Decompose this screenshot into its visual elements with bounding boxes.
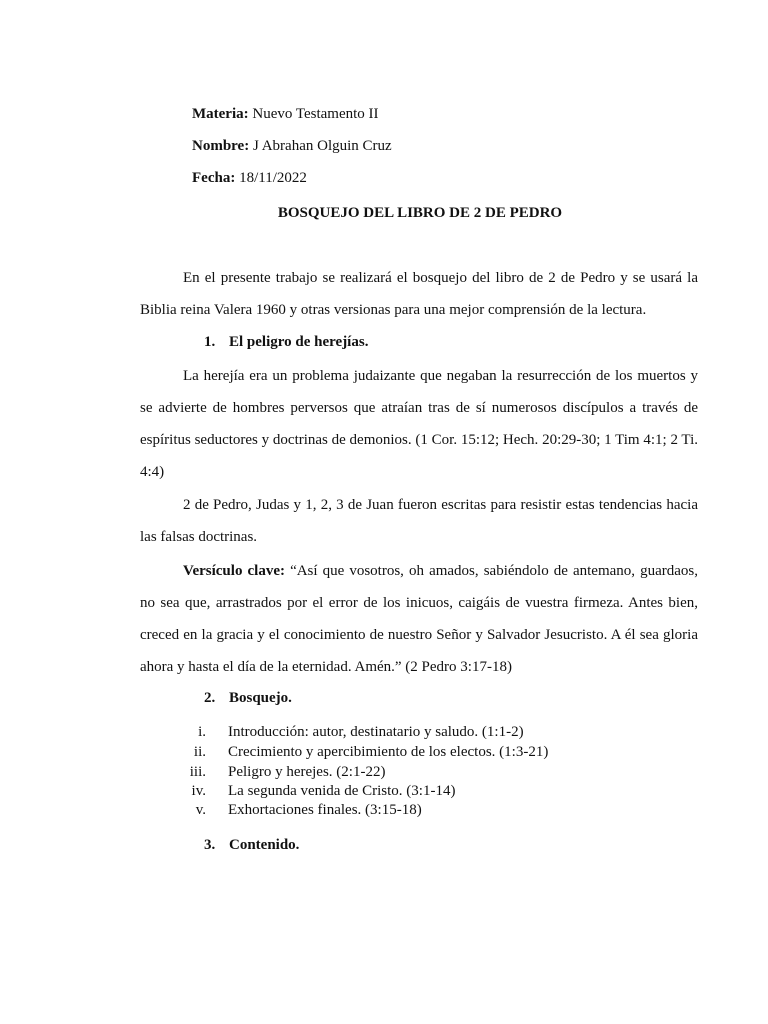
- fecha-value: 18/11/2022: [239, 170, 307, 186]
- fecha-line: [192, 170, 307, 187]
- outline-item-number: iii.: [189, 764, 206, 780]
- outline-item-text: La segunda venida de Cristo. (3:1-14): [228, 783, 456, 799]
- outline-item-text: Exhortaciones finales. (3:15-18): [228, 802, 422, 818]
- nombre-value: J Abrahan Olguin Cruz: [252, 138, 392, 154]
- outline-item: [160, 742, 548, 762]
- outline-item-number: v.: [195, 802, 206, 818]
- materia-value: Nuevo Testamento II: [252, 106, 379, 122]
- nombre-line: [192, 138, 392, 155]
- key-verse-label: Versículo clave:: [183, 563, 285, 579]
- section-1-number: 1.: [204, 334, 216, 350]
- document-title: BOSQUEJO DEL LIBRO DE 2 DE PEDRO: [277, 205, 563, 221]
- outline-item: [160, 762, 385, 782]
- section-1-paragraph-1: La herejía era un problema judaizante que negaban la resurrección de los muertos y se advierte de hombres perversos que atraían tras de sí numerosos discípulos a través de espíritus seductores y doctrinas de demonios. (1 Cor. 15:12; Hech. 20:29-30; 1 Tim 4:1; 2 Ti. 4:4): [140, 368, 698, 480]
- section-2-heading: [204, 690, 292, 707]
- section-2-title: Bosquejo.: [229, 690, 292, 706]
- fecha-label: Fecha:: [192, 170, 236, 186]
- key-verse-paragraph: [140, 555, 698, 683]
- section-1-paragraph-2: 2 de Pedro, Judas y 1, 2, 3 de Juan fueron escritas para resistir estas tendencias hacia las falsas doctrinas.: [140, 497, 698, 545]
- section-3-title: Contenido.: [229, 837, 300, 853]
- outline-item: [160, 722, 524, 742]
- outline-item-number: i.: [198, 724, 206, 740]
- intro-paragraph: En el presente trabajo se realizará el bosquejo del libro de 2 de Pedro y se usará la Biblia reina Valera 1960 y otras versionas para una mejor comprensión de la lectura.: [140, 270, 698, 318]
- nombre-label: Nombre:: [192, 138, 250, 154]
- key-verse-text: “Así que vosotros, oh amados, sabiéndolo de antemano, guardaos, no sea que, arrastrados por el error de los inicuos, caigáis de vuestra firmeza. Antes bien, creced en la gracia y el conocimiento de nuestro Señor y Salvador Jesucristo. A él sea gloria ahora y hasta el día de la eternidad. Amén.” (2 Pedro 3:17-18): [140, 563, 699, 675]
- outline-item-number: ii.: [193, 744, 206, 760]
- outline-item: [160, 800, 422, 820]
- section-3-heading: [204, 837, 299, 854]
- materia-line: [192, 106, 379, 123]
- materia-label: Materia:: [192, 106, 249, 122]
- outline-item-text: Crecimiento y apercibimiento de los electos. (1:3-21): [228, 744, 549, 760]
- outline-item: [160, 781, 455, 801]
- outline-item-text: Peligro y herejes. (2:1-22): [228, 764, 386, 780]
- section-1-title: El peligro de herejías.: [229, 334, 369, 350]
- outline-item-number: iv.: [191, 783, 206, 799]
- outline-item-text: Introducción: autor, destinatario y saludo. (1:1-2): [228, 724, 524, 740]
- section-3-number: 3.: [204, 837, 216, 853]
- section-2-number: 2.: [204, 690, 216, 706]
- section-1-heading: [204, 334, 368, 351]
